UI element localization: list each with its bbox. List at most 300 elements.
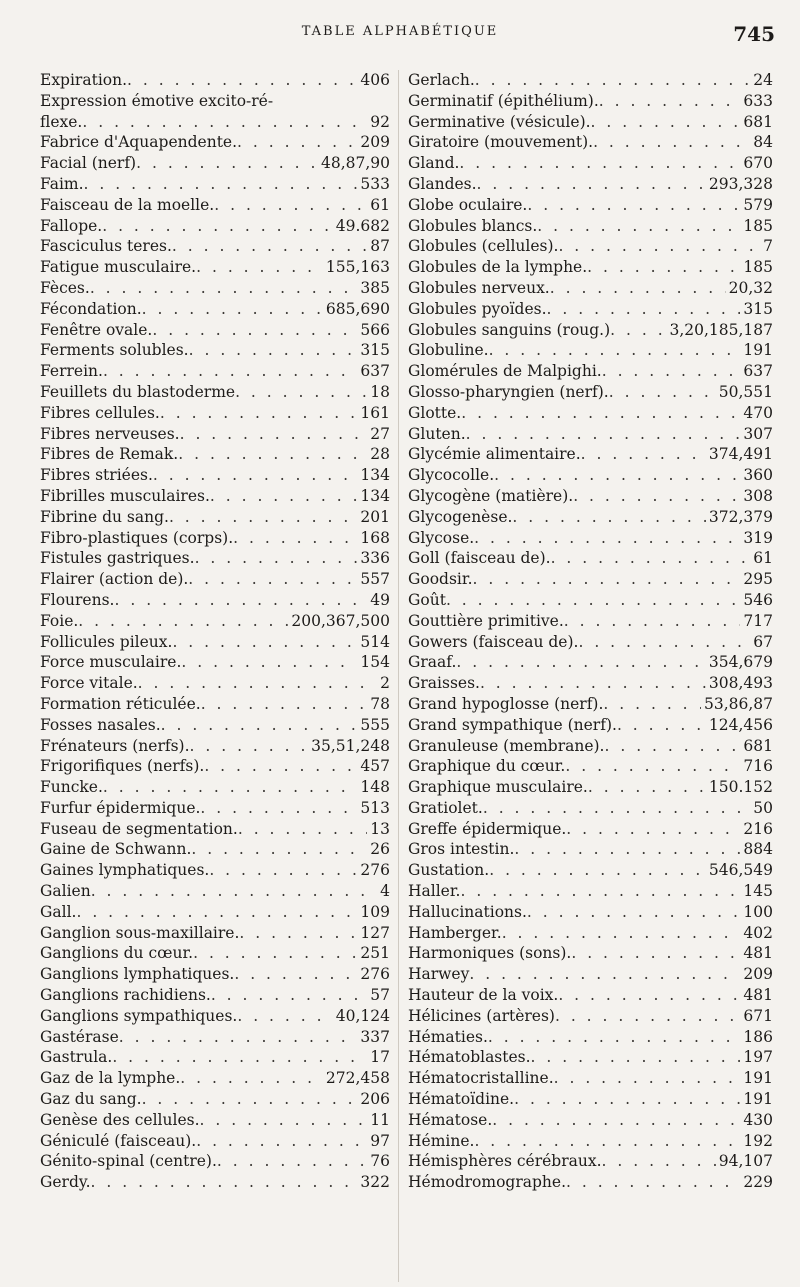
index-page-refs: 566: [360, 320, 390, 339]
index-entry: [408, 902, 773, 923]
index-entry: [408, 611, 773, 632]
leader-dots: [142, 1089, 358, 1110]
index-entry: [408, 1068, 773, 1089]
index-entry: [408, 132, 773, 153]
index-page-refs: 637: [743, 362, 773, 381]
index-term: Globules sanguins (roug.): [408, 320, 611, 339]
index-page-refs: 148: [360, 778, 390, 797]
index-page-refs: 100: [743, 902, 773, 921]
leader-dots: [564, 611, 741, 632]
index-entry: [40, 839, 390, 860]
index-page-refs: 315: [360, 341, 390, 360]
index-entry: [40, 195, 390, 216]
index-term: Ferments solubles.: [40, 341, 189, 360]
page-header: [0, 22, 800, 62]
index-page-refs: 319: [743, 528, 773, 547]
leader-dots: [234, 964, 357, 985]
index-term: Goodsir.: [408, 570, 473, 589]
index-term: Globules pyoïdes.: [408, 299, 547, 318]
leader-dots: [172, 236, 367, 257]
leader-dots: [610, 320, 666, 341]
index-term: Grand sympathique (nerf).: [408, 715, 617, 734]
index-page-refs: 337: [360, 1027, 390, 1046]
index-entry: [40, 174, 390, 195]
index-entry: [40, 923, 390, 944]
index-term: Glycocolle.: [408, 466, 495, 485]
leader-dots: [237, 132, 357, 153]
leader-dots: [527, 195, 740, 216]
index-page-refs: 27: [370, 424, 390, 443]
index-page-refs: 61: [370, 195, 390, 214]
leader-dots: [210, 486, 358, 507]
index-entry: [40, 611, 390, 632]
index-term: Glycogenèse.: [408, 507, 513, 526]
index-term: Glycémie alimentaire.: [408, 445, 581, 464]
index-term: Ganglions rachidiens.: [40, 986, 211, 1005]
index-entry: [408, 236, 773, 257]
index-entry: [408, 569, 773, 590]
index-entry: [40, 486, 390, 507]
index-term: Goût: [408, 590, 446, 609]
leader-dots: [446, 590, 740, 611]
index-page-refs: 308: [743, 486, 773, 505]
index-term: Gowers (faisceau de).: [408, 632, 579, 651]
index-page-refs: 84: [753, 133, 773, 152]
index-page-refs: 514: [360, 632, 390, 651]
index-entry: [40, 382, 390, 403]
index-page-refs: 533: [360, 174, 390, 193]
index-entry: [408, 860, 773, 881]
index-page-refs: 322: [360, 1173, 390, 1192]
index-term: Haller.: [408, 882, 461, 901]
index-term: Grand hypoglosse (nerf).: [408, 694, 604, 713]
leader-dots: [593, 132, 750, 153]
column-divider: [398, 70, 399, 1282]
index-term: Fabrice d'Aquapendente.: [40, 133, 238, 152]
leader-dots: [178, 444, 367, 465]
index-page-refs: 191: [743, 341, 773, 360]
index-page-refs: 555: [360, 715, 390, 734]
leader-dots: [138, 673, 377, 694]
leader-dots: [514, 1089, 740, 1110]
leader-dots: [211, 985, 367, 1006]
index-term: Expression émotive excito-ré-: [40, 91, 274, 110]
index-entry: [40, 943, 390, 964]
index-term: Graphique musculaire.: [408, 778, 588, 797]
index-page-refs: 191: [743, 1090, 773, 1109]
leader-dots: [571, 943, 740, 964]
leader-dots: [551, 548, 751, 569]
leader-dots: [469, 964, 740, 985]
index-entry: [408, 736, 773, 757]
index-entry: [408, 1047, 773, 1068]
index-entry: [40, 91, 390, 112]
index-page-refs: 150.152: [708, 778, 773, 797]
index-page-refs: 406: [360, 71, 390, 89]
index-entry: [40, 798, 390, 819]
index-entry: [408, 486, 773, 507]
index-entry: [40, 860, 390, 881]
index-entry: [408, 652, 773, 673]
leader-dots: [209, 860, 357, 881]
index-entry: [408, 1006, 773, 1027]
leader-dots: [200, 1110, 368, 1131]
index-page-refs: 374,491: [708, 445, 773, 464]
index-entry: [40, 320, 390, 341]
index-term: Gaz du sang.: [40, 1090, 142, 1109]
index-term: Feuillets du blastoderme: [40, 382, 236, 401]
leader-dots: [531, 1047, 741, 1068]
index-column-right: [408, 70, 773, 1193]
index-entry: [40, 694, 390, 715]
index-entry: [40, 985, 390, 1006]
index-term: Fosses nasales.: [40, 715, 161, 734]
index-term: Formation réticulée.: [40, 694, 201, 713]
index-term: Harwey: [408, 965, 470, 984]
index-entry: [40, 1131, 390, 1152]
leader-dots: [603, 694, 701, 715]
index-entry: [40, 548, 390, 569]
index-entry: [40, 216, 390, 237]
index-term: Globules nerveux.: [408, 278, 550, 297]
leader-dots: [547, 299, 741, 320]
index-entry: [40, 361, 390, 382]
index-entry: [40, 236, 390, 257]
leader-dots: [566, 819, 740, 840]
index-term: Fistules gastriques.: [40, 549, 195, 568]
index-entry: [40, 465, 390, 486]
index-term: Faim.: [40, 174, 84, 193]
index-term: Géniculé (faisceau).: [40, 1131, 197, 1150]
index-entry: [408, 694, 773, 715]
leader-dots: [200, 798, 357, 819]
index-page-refs: 293,328: [708, 174, 773, 193]
index-term: Germinatif (épithélium).: [408, 91, 599, 110]
leader-dots: [103, 777, 358, 798]
index-term: Globules de la lymphe.: [408, 258, 588, 277]
index-entry: [408, 320, 773, 341]
leader-dots: [460, 881, 740, 902]
index-page-refs: 385: [360, 278, 390, 297]
leader-dots: [169, 507, 357, 528]
index-page-refs: 50: [753, 798, 773, 817]
index-page-refs: 402: [743, 923, 773, 942]
index-term: Glotte.: [408, 403, 462, 422]
leader-dots: [488, 1027, 741, 1048]
index-entry: [408, 798, 773, 819]
index-page-refs: 154: [360, 653, 390, 672]
leader-dots: [456, 652, 706, 673]
index-page-refs: 681: [743, 736, 773, 755]
leader-dots: [181, 652, 357, 673]
index-page-refs: 360: [743, 466, 773, 485]
index-page-refs: 671: [743, 1006, 773, 1025]
index-page-refs: 92: [370, 112, 390, 131]
index-entry: [40, 70, 390, 91]
index-entry: [40, 424, 390, 445]
index-term: Gratiolet.: [408, 798, 483, 817]
index-term: Fatigue musculaire.: [40, 258, 197, 277]
index-page-refs: 200,367,500: [291, 611, 390, 630]
index-page-refs: 670: [743, 154, 773, 173]
leader-dots: [514, 839, 740, 860]
leader-dots: [102, 216, 333, 237]
index-term: Hémisphères cérébraux.: [408, 1152, 602, 1171]
index-entry: [408, 1027, 773, 1048]
leader-dots: [142, 299, 323, 320]
index-page-refs: 26: [370, 840, 390, 859]
leader-dots: [201, 694, 368, 715]
leader-dots: [617, 715, 706, 736]
index-term: Frigorifiques (nerfs).: [40, 757, 205, 776]
index-entry: [408, 112, 773, 133]
index-page-refs: 49: [370, 590, 390, 609]
index-term: Fèces.: [40, 278, 90, 297]
index-page-refs: 315: [743, 299, 773, 318]
leader-dots: [196, 257, 323, 278]
leader-dots: [239, 923, 357, 944]
index-page-refs: 124,456: [708, 715, 773, 734]
index-term: Hématies.: [408, 1027, 488, 1046]
leader-dots: [84, 174, 358, 195]
index-term: Gastrula.: [40, 1048, 113, 1067]
leader-dots: [573, 486, 740, 507]
index-term: Gouttière primitive.: [408, 611, 564, 630]
index-term: Génito-spinal (centre).: [40, 1152, 217, 1171]
index-term: Hématocristalline.: [408, 1069, 554, 1088]
index-page-refs: 209: [743, 965, 773, 984]
index-term: Gland.: [408, 154, 460, 173]
index-page-refs: 78: [370, 694, 390, 713]
page-number: 745: [733, 22, 775, 46]
index-entry: [408, 819, 773, 840]
index-term: Fibrine du sang.: [40, 507, 169, 526]
leader-dots: [609, 382, 716, 403]
index-entry: [40, 819, 390, 840]
index-term: Force musculaire.: [40, 653, 182, 672]
index-term: Gerlach.: [408, 71, 475, 89]
index-page-refs: 67: [753, 632, 773, 651]
index-term: Ferrein.: [40, 362, 103, 381]
leader-dots: [604, 736, 740, 757]
index-entry: [40, 1089, 390, 1110]
index-term: Glandes.: [408, 174, 477, 193]
leader-dots: [473, 569, 741, 590]
leader-dots: [550, 278, 726, 299]
index-term: Granuleuse (membrane).: [408, 736, 605, 755]
index-entry: [40, 590, 390, 611]
index-page-refs: 134: [360, 466, 390, 485]
leader-dots: [565, 756, 740, 777]
leader-dots: [591, 112, 741, 133]
index-term: Giratoire (mouvement).: [408, 133, 594, 152]
index-term: Germinative (vésicule).: [408, 112, 591, 131]
leader-dots: [235, 382, 367, 403]
index-entry: [40, 964, 390, 985]
index-page-refs: 191: [743, 1069, 773, 1088]
index-page-refs: 201: [360, 507, 390, 526]
index-page-refs: 48,87,90: [320, 154, 390, 173]
leader-dots: [78, 611, 288, 632]
index-entry: [408, 382, 773, 403]
leader-dots: [474, 528, 740, 549]
index-term: Graaf.: [408, 653, 457, 672]
index-entry: [40, 1006, 390, 1027]
index-term: Globules blancs.: [408, 216, 538, 235]
index-entry: [408, 299, 773, 320]
index-page-refs: 87: [370, 237, 390, 256]
leader-dots: [492, 1110, 740, 1131]
index-page-refs: 579: [743, 195, 773, 214]
leader-dots: [76, 902, 357, 923]
index-entry: [40, 756, 390, 777]
leader-dots: [190, 736, 309, 757]
index-term: Fibro-plastiques (corps).: [40, 528, 234, 547]
index-page-refs: 97: [370, 1131, 390, 1150]
index-entry: [40, 1068, 390, 1089]
leader-dots: [217, 1151, 367, 1172]
index-entry: [408, 465, 773, 486]
index-term: Ganglions lymphatiques.: [40, 965, 235, 984]
index-term: Fasciculus teres.: [40, 237, 172, 256]
index-page-refs: 20,32: [728, 278, 773, 297]
index-page-refs: 17: [370, 1048, 390, 1067]
index-page-refs: 513: [360, 798, 390, 817]
index-term: Hématoblastes.: [408, 1048, 531, 1067]
index-entry: [408, 943, 773, 964]
index-entry: [408, 756, 773, 777]
leader-dots: [180, 424, 368, 445]
index-page-refs: 24: [753, 71, 773, 89]
index-entry: [408, 985, 773, 1006]
leader-dots: [152, 320, 357, 341]
leader-dots: [602, 361, 741, 382]
index-entry: [40, 715, 390, 736]
index-page-refs: 276: [360, 965, 390, 984]
index-term: Globules (cellules).: [408, 237, 559, 256]
index-term: Gaz de la lymphe.: [40, 1069, 181, 1088]
index-term: Graisses.: [408, 674, 480, 693]
index-term: Ganglions sympathiques.: [40, 1006, 238, 1025]
index-entry: [408, 964, 773, 985]
index-term: Hamberger.: [408, 923, 502, 942]
index-page-refs: 197: [743, 1048, 773, 1067]
index-page-refs: 185: [743, 216, 773, 235]
index-term: Fibres nerveuses.: [40, 424, 180, 443]
index-term: Expiration.: [40, 71, 128, 89]
index-entry: [40, 444, 390, 465]
leader-dots: [461, 403, 740, 424]
index-page-refs: 3,20,185,187: [669, 320, 773, 339]
leader-dots: [588, 777, 706, 798]
index-entry: [40, 881, 390, 902]
index-page-refs: 681: [743, 112, 773, 131]
index-page-refs: 109: [360, 902, 390, 921]
index-page-refs: 76: [370, 1152, 390, 1171]
index-page-refs: 633: [743, 91, 773, 110]
leader-dots: [474, 1131, 740, 1152]
index-page-refs: 216: [743, 819, 773, 838]
leader-dots: [489, 860, 706, 881]
index-term: Gustation.: [408, 861, 490, 880]
leader-dots: [103, 361, 357, 382]
index-term: Gastérase: [40, 1027, 119, 1046]
index-entry: [408, 444, 773, 465]
index-term: Funcke.: [40, 778, 103, 797]
index-page-refs: 884: [743, 840, 773, 859]
index-term: Foie.: [40, 611, 79, 630]
index-entry: [408, 174, 773, 195]
index-entry: [408, 257, 773, 278]
leader-dots: [599, 91, 741, 112]
index-entry: [40, 257, 390, 278]
leader-dots: [160, 403, 358, 424]
index-term: Gaines lymphatiques.: [40, 861, 210, 880]
index-entry: [408, 1089, 773, 1110]
index-page-refs: 127: [360, 923, 390, 942]
index-page-refs: 134: [360, 486, 390, 505]
index-term: Gerdy.: [40, 1173, 91, 1192]
leader-dots: [189, 340, 358, 361]
index-term: Fibres cellules.: [40, 403, 160, 422]
index-term: Facial (nerf): [40, 154, 137, 173]
leader-dots: [554, 1068, 741, 1089]
index-term: Flairer (action de).: [40, 570, 189, 589]
index-term: Hélicines (artères): [408, 1006, 555, 1025]
index-entry: [40, 777, 390, 798]
index-term: Hématoïdine.: [408, 1090, 515, 1109]
index-term: Follicules pileux.: [40, 632, 173, 651]
index-page-refs: 206: [360, 1090, 390, 1109]
index-term: Hallucinations.: [408, 902, 527, 921]
leader-dots: [127, 70, 357, 91]
index-column-left: [40, 70, 390, 1193]
index-entry: [408, 839, 773, 860]
index-entry: [408, 1172, 773, 1193]
index-term: Flourens.: [40, 590, 115, 609]
index-term: Faisceau de la moelle.: [40, 195, 215, 214]
index-page-refs: 61: [753, 549, 773, 568]
index-page-refs: 57: [370, 986, 390, 1005]
leader-dots: [238, 819, 367, 840]
index-entry: [408, 403, 773, 424]
index-term: Harmoniques (sons).: [408, 944, 572, 963]
index-term: Hématose.: [408, 1110, 493, 1129]
leader-dots: [191, 839, 367, 860]
index-entry: [408, 507, 773, 528]
leader-dots: [112, 1047, 367, 1068]
running-title: TABLE ALPHABÉTIQUE: [301, 24, 499, 39]
index-page-refs: 372,379: [708, 507, 773, 526]
index-term: Galien: [40, 882, 91, 901]
leader-dots: [188, 569, 357, 590]
index-entry: [40, 1151, 390, 1172]
leader-dots: [566, 1172, 740, 1193]
index-page-refs: 94,107: [718, 1152, 773, 1171]
index-entry: [40, 132, 390, 153]
index-entry: [408, 673, 773, 694]
index-page-refs: 307: [743, 424, 773, 443]
index-entry: [408, 153, 773, 174]
index-term: Fibrilles musculaires.: [40, 486, 210, 505]
leader-dots: [172, 632, 357, 653]
leader-dots: [494, 465, 740, 486]
index-term: Hauteur de la voix.: [408, 986, 559, 1005]
index-page-refs: 7: [763, 237, 773, 256]
index-page-refs: 53,86,87: [703, 694, 773, 713]
leader-dots: [153, 465, 358, 486]
index-entry: [408, 1110, 773, 1131]
